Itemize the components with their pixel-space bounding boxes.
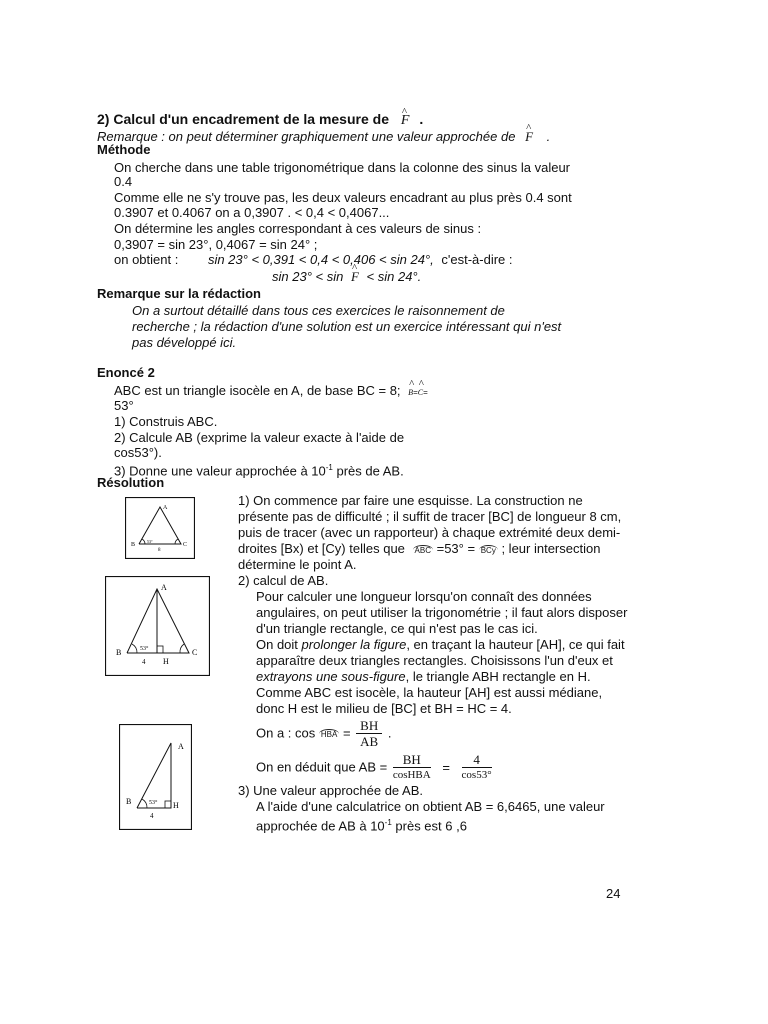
resolution-line: puis de tracer (avec un rapporteur) à chaque extrémité deux demi- xyxy=(238,525,621,540)
methode-line: 0.3907 et 0.4067 on a 0,3907 . < 0,4 < 0,4067... xyxy=(114,205,390,220)
redaction-heading: Remarque sur la rédaction xyxy=(97,286,261,301)
resolution-line: 3) Une valeur approchée de AB. xyxy=(238,783,424,798)
resolution-line: d'un triangle rectangle, ce qui n'est pas le cas ici. xyxy=(256,621,538,636)
vertex-c-label: C xyxy=(183,542,188,548)
enonce-line: 2) Calcule AB (exprime la valeur exacte à l'aide de xyxy=(114,430,405,445)
vertex-c-label: C xyxy=(192,648,198,657)
resolution-line: donc H est le milieu de [BC] et BH = HC = 4. xyxy=(256,701,512,716)
ab-formula: On en déduit que AB = $\frac{BH}{\text{cosHBA}}$ = $\frac{4}{\cos 53^\circ}$ xyxy=(256,752,492,782)
redaction-line: recherche ; la rédaction d'une solution est un exercice intéressant qui n'est xyxy=(132,319,562,334)
resolution-line: approchée de AB à $10^{-1}$ près est 6 ,6 xyxy=(256,818,467,834)
enonce-line: 53° xyxy=(114,398,134,413)
resolution-line: On doit prolonger la figure, en traçant la hauteur [AH], ce qui fait xyxy=(256,637,625,652)
angle-label: 53° xyxy=(140,646,149,652)
page-number: 24 xyxy=(606,886,621,901)
resolution-line: 2) calcul de AB. xyxy=(238,573,329,588)
enonce-line: ABC est un triangle isocèle en A, de base BC = 8; ^ B=^ C= xyxy=(114,384,428,400)
vertex-b-label: B xyxy=(126,797,132,806)
vertex-a-label: A xyxy=(178,742,184,751)
vertex-h-label: H xyxy=(173,801,179,810)
methode-line: 0.4 xyxy=(114,174,133,189)
enonce-line: 1) Construis ABC. xyxy=(114,414,218,429)
fraction-bh-ab: $\frac{BH}{AB}$ xyxy=(356,718,382,749)
resolution-heading: Résolution xyxy=(97,475,165,490)
base-label: 8 xyxy=(158,548,161,553)
base-label: 4 xyxy=(150,812,154,820)
redaction-line: On a surtout détaillé dans tous ces exercices le raisonnement de xyxy=(132,303,505,318)
figure-triangle-abh xyxy=(119,724,192,830)
angle-f-symbol: ^ F xyxy=(401,114,410,128)
enonce-heading: Enoncé 2 xyxy=(97,365,155,380)
resolution-line: Pour calculer une longueur lorsqu'on connaît des données xyxy=(256,589,592,604)
figure-triangle-abc-height xyxy=(105,576,210,676)
resolution-line: détermine le point A. xyxy=(238,557,357,572)
methode-line: On détermine les angles correspondant à ces valeurs de sinus : xyxy=(114,221,482,236)
vertex-h-label: H xyxy=(163,657,169,666)
methode-heading: Méthode xyxy=(97,142,151,157)
fraction-bh-coshba: $\frac{BH}{\text{cosHBA}}$ xyxy=(392,752,431,782)
figure-triangle-abc-sketch xyxy=(125,497,195,559)
resolution-line: droites [Bx) et [Cy) telles que ABC =53° = BCy ; leur intersection xyxy=(238,541,601,556)
base-label: 4 xyxy=(142,658,146,666)
vertex-a-label: A xyxy=(161,583,167,592)
vertex-b-label: B xyxy=(131,542,136,548)
resolution-line: extrayons une sous-figure, le triangle ABH rectangle en H. xyxy=(256,669,591,684)
methode-line: on obtient : sin 23° < 0,391 < 0,4 < 0,406 < sin 24°, c'est-à-dire : xyxy=(114,252,513,267)
cos-formula: On a : cos HBA = $\frac{BH}{AB}$ . xyxy=(256,718,392,750)
redaction-line: pas développé ici. xyxy=(132,335,237,350)
resolution-line: apparaître deux triangles rectangles. Choisissons l'un d'eux et xyxy=(256,653,613,668)
resolution-line: 1) On commence par faire une esquisse. La construction ne xyxy=(238,493,583,508)
resolution-line: angulaires, on peut utiliser la trigonométrie ; il faut alors disposer xyxy=(256,605,628,620)
angle-label: 53° xyxy=(149,800,158,806)
methode-line: 0,3907 = sin 23°, 0,4067 = sin 24° ; xyxy=(114,237,318,252)
resolution-line: A l'aide d'une calculatrice on obtient AB = 6,6465, une valeur xyxy=(256,799,605,814)
resolution-line: présente pas de difficulté ; il suffit de tracer [BC] de longueur 8 cm, xyxy=(238,509,622,524)
section-remark: Remarque : on peut déterminer graphiquement une valeur approchée de ^ F . xyxy=(97,130,550,144)
enonce-line: cos53°). xyxy=(114,445,162,460)
methode-line: On cherche dans une table trigonométrique dans la colonne des sinus la valeur xyxy=(114,160,571,175)
fraction-4-cos53: $\frac{4}{\cos 53^\circ}$ xyxy=(461,752,492,782)
methode-line: sin 23° < sin ^ F < sin 24°. xyxy=(272,270,421,284)
vertex-a-label: A xyxy=(163,505,168,511)
enonce-line: 3) Donne une valeur approchée à $10^{-1}$ près de AB. xyxy=(114,463,404,479)
methode-line: Comme elle ne s'y trouve pas, les deux valeurs encadrant au plus près 0.4 sont xyxy=(114,190,572,205)
angle-label: 53° xyxy=(147,539,153,544)
section-title: 2) Calcul d'un encadrement de la mesure de ^ F . xyxy=(97,112,423,128)
resolution-line: Comme ABC est isocèle, la hauteur [AH] est aussi médiane, xyxy=(256,685,603,700)
vertex-b-label: B xyxy=(116,648,122,657)
